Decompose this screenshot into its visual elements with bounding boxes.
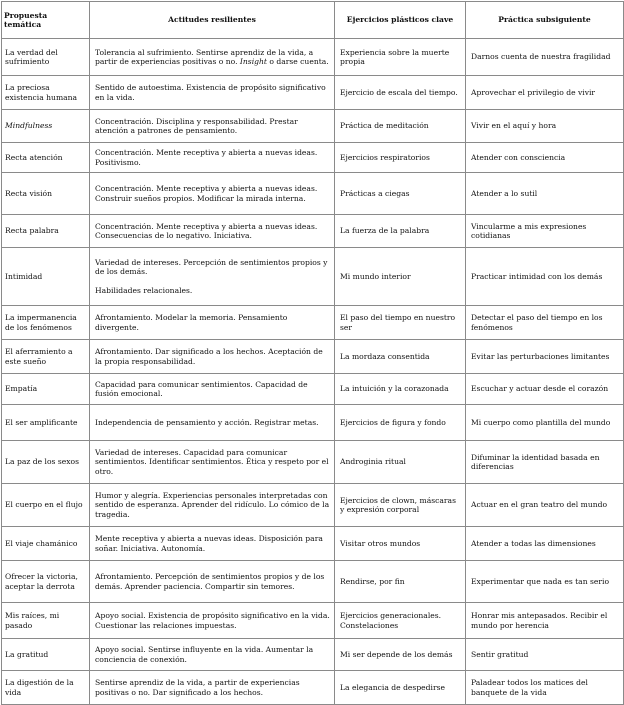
header-exercises: Ejercicios plásticos clave [335, 2, 466, 39]
resilience-table [1, 1, 624, 705]
proposal-cell: La verdad del sufrimiento [2, 39, 90, 76]
proposal-cell: La preciosa existencia humana [2, 76, 90, 110]
exercise-cell: Ejercicios de figura y fondo [335, 405, 466, 441]
proposal-cell: Intimidad [2, 248, 90, 306]
exercise-cell: Mi mundo interior [335, 248, 466, 306]
exercise-cell: El paso del tiempo en nuestro ser [335, 306, 466, 340]
header-attitudes: Actitudes resilientes [90, 2, 335, 39]
exercise-cell: Mi ser depende de los demás [335, 639, 466, 671]
practice-cell: Honrar mis antepasados. Recibir el mundo por herencia [466, 603, 624, 639]
practice-cell: Darnos cuenta de nuestra fragilidad [466, 39, 624, 76]
attitudes-cell: Tolerancia al sufrimiento. Sentirse aprendiz de la vida, a partir de experiencias positivas o no. Insight o darse cuenta. [90, 39, 335, 76]
practice-cell: Atender a todas las dimensiones [466, 527, 624, 561]
proposal-cell: La paz de los sexos [2, 441, 90, 484]
exercise-cell: Rendirse, por fin [335, 561, 466, 603]
attitudes-cell: Apoyo social. Existencia de propósito significativo en la vida. Cuestionar las relaciones impuestas. [90, 603, 335, 639]
exercise-cell: Ejercicios generacionales. Constelaciones [335, 603, 466, 639]
exercise-cell: Ejercicios de clown, máscaras y expresión corporal [335, 484, 466, 527]
header-row [2, 2, 624, 39]
header-practice: Práctica subsiguiente [466, 2, 624, 39]
table-row [2, 248, 624, 306]
practice-cell: Paladear todos los matices del banquete de la vida [466, 671, 624, 705]
proposal-cell: El cuerpo en el flujo [2, 484, 90, 527]
proposal-cell: Recta palabra [2, 215, 90, 248]
table-row [2, 215, 624, 248]
attitudes-cell: Variedad de intereses. Percepción de sentimientos propios y de los demás. Habilidades relacionales. [90, 248, 335, 306]
proposal-cell: La gratitud [2, 639, 90, 671]
table-row [2, 639, 624, 671]
attitudes-cell: Capacidad para comunicar sentimientos. Capacidad de fusión emocional. [90, 374, 335, 405]
proposal-cell: El ser amplificante [2, 405, 90, 441]
exercise-cell: La mordaza consentida [335, 340, 466, 374]
exercise-cell: Experiencia sobre la muerte propia [335, 39, 466, 76]
exercise-cell: La intuición y la corazonada [335, 374, 466, 405]
table-row [2, 374, 624, 405]
table-row [2, 143, 624, 173]
table-row [2, 306, 624, 340]
table-row [2, 405, 624, 441]
proposal-cell: Recta visión [2, 173, 90, 215]
attitudes-cell: Concentración. Disciplina y responsabilidad. Prestar atención a patrones de pensamiento. [90, 110, 335, 143]
attitudes-cell: Concentración. Mente receptiva y abierta a nuevas ideas. Positivismo. [90, 143, 335, 173]
proposal-cell: Empatía [2, 374, 90, 405]
table-row [2, 39, 624, 76]
table-row [2, 484, 624, 527]
practice-cell: Vincularme a mis expresiones cotidianas [466, 215, 624, 248]
proposal-cell: Ofrecer la victoria, aceptar la derrota [2, 561, 90, 603]
attitudes-cell: Concentración. Mente receptiva y abierta a nuevas ideas. Construir sueños propios. Modificar la mirada interna. [90, 173, 335, 215]
attitudes-cell: Afrontamiento. Dar significado a los hechos. Aceptación de la propia responsabilidad. [90, 340, 335, 374]
practice-cell: Difuminar la identidad basada en diferencias [466, 441, 624, 484]
exercise-cell: Ejercicios respiratorios [335, 143, 466, 173]
attitudes-cell: Concentración. Mente receptiva y abierta a nuevas ideas. Consecuencias de lo negativo. Iniciativa. [90, 215, 335, 248]
proposal-cell: El aferramiento a este sueño [2, 340, 90, 374]
table-row [2, 603, 624, 639]
practice-cell: Vivir en el aquí y hora [466, 110, 624, 143]
practice-cell: Sentir gratitud [466, 639, 624, 671]
practice-cell: Actuar en el gran teatro del mundo [466, 484, 624, 527]
exercise-cell: Visitar otros mundos [335, 527, 466, 561]
exercise-cell: Prácticas a ciegas [335, 173, 466, 215]
exercise-cell: Androginia ritual [335, 441, 466, 484]
proposal-cell: Recta atención [2, 143, 90, 173]
exercise-cell: Práctica de meditación [335, 110, 466, 143]
proposal-cell: La digestión de la vida [2, 671, 90, 705]
proposal-cell: Mindfulness [2, 110, 90, 143]
attitudes-cell: Independencia de pensamiento y acción. Registrar metas. [90, 405, 335, 441]
table-row [2, 441, 624, 484]
practice-cell: Practicar intimidad con los demás [466, 248, 624, 306]
proposal-cell: El viaje chamánico [2, 527, 90, 561]
practice-cell: Atender con consciencia [466, 143, 624, 173]
attitudes-cell: Mente receptiva y abierta a nuevas ideas. Disposición para soñar. Iniciativa. Autonomía. [90, 527, 335, 561]
table-row [2, 340, 624, 374]
attitudes-cell: Variedad de intereses. Capacidad para comunicar sentimientos. Identificar sentimientos. Ética y respeto por el otro. [90, 441, 335, 484]
table-row [2, 76, 624, 110]
practice-cell: Experimentar que nada es tan serio [466, 561, 624, 603]
table-row [2, 527, 624, 561]
table-row [2, 110, 624, 143]
attitudes-cell: Sentido de autoestima. Existencia de propósito significativo en la vida. [90, 76, 335, 110]
practice-cell: Aprovechar el privilegio de vivir [466, 76, 624, 110]
exercise-cell: Ejercicio de escala del tiempo. [335, 76, 466, 110]
table-row [2, 173, 624, 215]
attitudes-cell: Apoyo social. Sentirse influyente en la vida. Aumentar la conciencia de conexión. [90, 639, 335, 671]
proposal-cell: Mis raíces, mi pasado [2, 603, 90, 639]
practice-cell: Detectar el paso del tiempo en los fenómenos [466, 306, 624, 340]
practice-cell: Escuchar y actuar desde el corazón [466, 374, 624, 405]
proposal-cell: La impermanencia de los fenómenos [2, 306, 90, 340]
attitudes-cell: Afrontamiento. Percepción de sentimientos propios y de los demás. Aprender paciencia. Compartir sin temores. [90, 561, 335, 603]
practice-cell: Mi cuerpo como plantilla del mundo [466, 405, 624, 441]
header-proposal: Propuesta temática [2, 2, 90, 39]
table-row [2, 561, 624, 603]
exercise-cell: La fuerza de la palabra [335, 215, 466, 248]
practice-cell: Atender a lo sutil [466, 173, 624, 215]
practice-cell: Evitar las perturbaciones limitantes [466, 340, 624, 374]
exercise-cell: La elegancia de despedirse [335, 671, 466, 705]
table-row [2, 671, 624, 705]
attitudes-cell: Humor y alegría. Experiencias personales interpretadas con sentido de esperanza. Aprender del ridículo. Lo cómico de la tragedia. [90, 484, 335, 527]
attitudes-cell: Afrontamiento. Modelar la memoria. Pensamiento divergente. [90, 306, 335, 340]
attitudes-cell: Sentirse aprendiz de la vida, a partir de experiencias positivas o no. Dar significado a los hechos. [90, 671, 335, 705]
